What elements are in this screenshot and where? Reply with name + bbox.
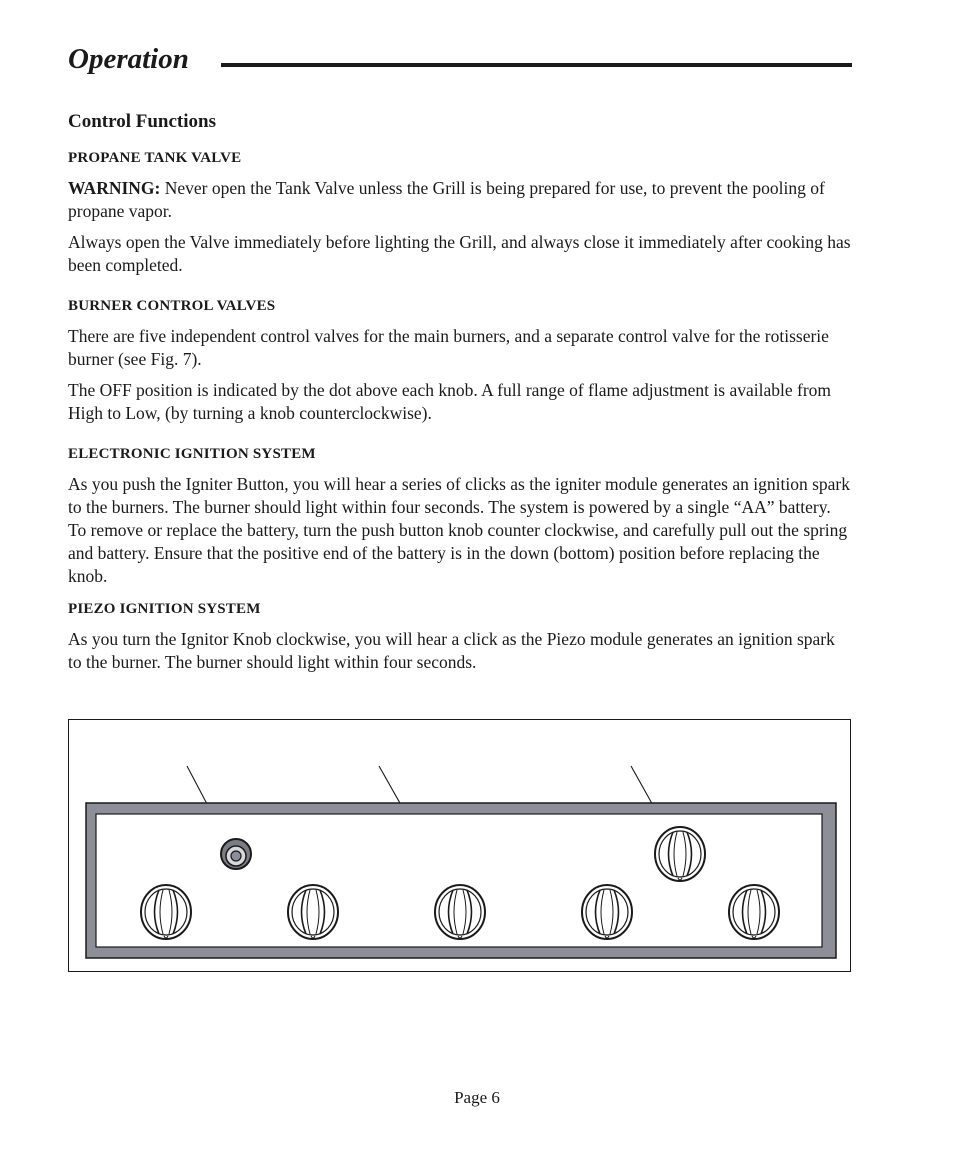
- control-panel-figure: [68, 719, 851, 972]
- rotisserie-knob-icon: [655, 827, 705, 881]
- header-rule: [221, 63, 852, 67]
- igniter-button-icon: [221, 839, 251, 869]
- section-title: Control Functions: [68, 111, 216, 132]
- paragraph: Always open the Valve immediately before lighting the Grill, and always close it immediately after cooking has been completed.: [68, 232, 851, 275]
- paragraph: As you turn the Ignitor Knob clockwise, you will hear a click as the Piezo module generates an ignition spark to the burner. The burner should light within four seconds.: [68, 629, 835, 672]
- page-title: Operation: [68, 43, 189, 75]
- burner-knob-icon: [141, 885, 191, 939]
- burner-knob-icon: [288, 885, 338, 939]
- paragraph: As you push the Igniter Button, you will hear a series of clicks as the igniter module generates an ignition spark to the burners. The burner should light within four seconds. The system is powered by a single “AA” battery. To remove or replace the battery, turn the push button knob counter clockwise, and carefully pull out the spring and battery. Ensure that the positive end of the battery is in the down (bottom) position before replacing the knob.: [68, 474, 850, 586]
- burner-knob-icon: [729, 885, 779, 939]
- heading-burner-control-valves: BURNER CONTROL VALVES: [68, 298, 276, 314]
- burner-knob-icon: [435, 885, 485, 939]
- warning-text: Never open the Tank Valve unless the Grill is being prepared for use, to prevent the pooling of propane vapor.: [68, 178, 825, 221]
- paragraph: There are five independent control valves for the main burners, and a separate control valve for the rotisserie burner (see Fig. 7).: [68, 326, 829, 369]
- main-content: [68, 110, 852, 682]
- warning-label: WARNING:: [68, 178, 161, 198]
- heading-electronic-ignition: ELECTRONIC IGNITION SYSTEM: [68, 446, 316, 462]
- warning-paragraph: [68, 177, 852, 223]
- paragraph: The OFF position is indicated by the dot above each knob. A full range of flame adjustment is available from High to Low, (by turning a knob counterclockwise).: [68, 380, 832, 423]
- page-header: [68, 40, 852, 76]
- control-panel-diagram: [69, 720, 850, 971]
- burner-knob-icon: [582, 885, 632, 939]
- heading-propane-tank-valve: PROPANE TANK VALVE: [68, 150, 242, 166]
- heading-piezo-ignition: PIEZO IGNITION SYSTEM: [68, 601, 261, 617]
- page-number: Page 6: [454, 1088, 500, 1107]
